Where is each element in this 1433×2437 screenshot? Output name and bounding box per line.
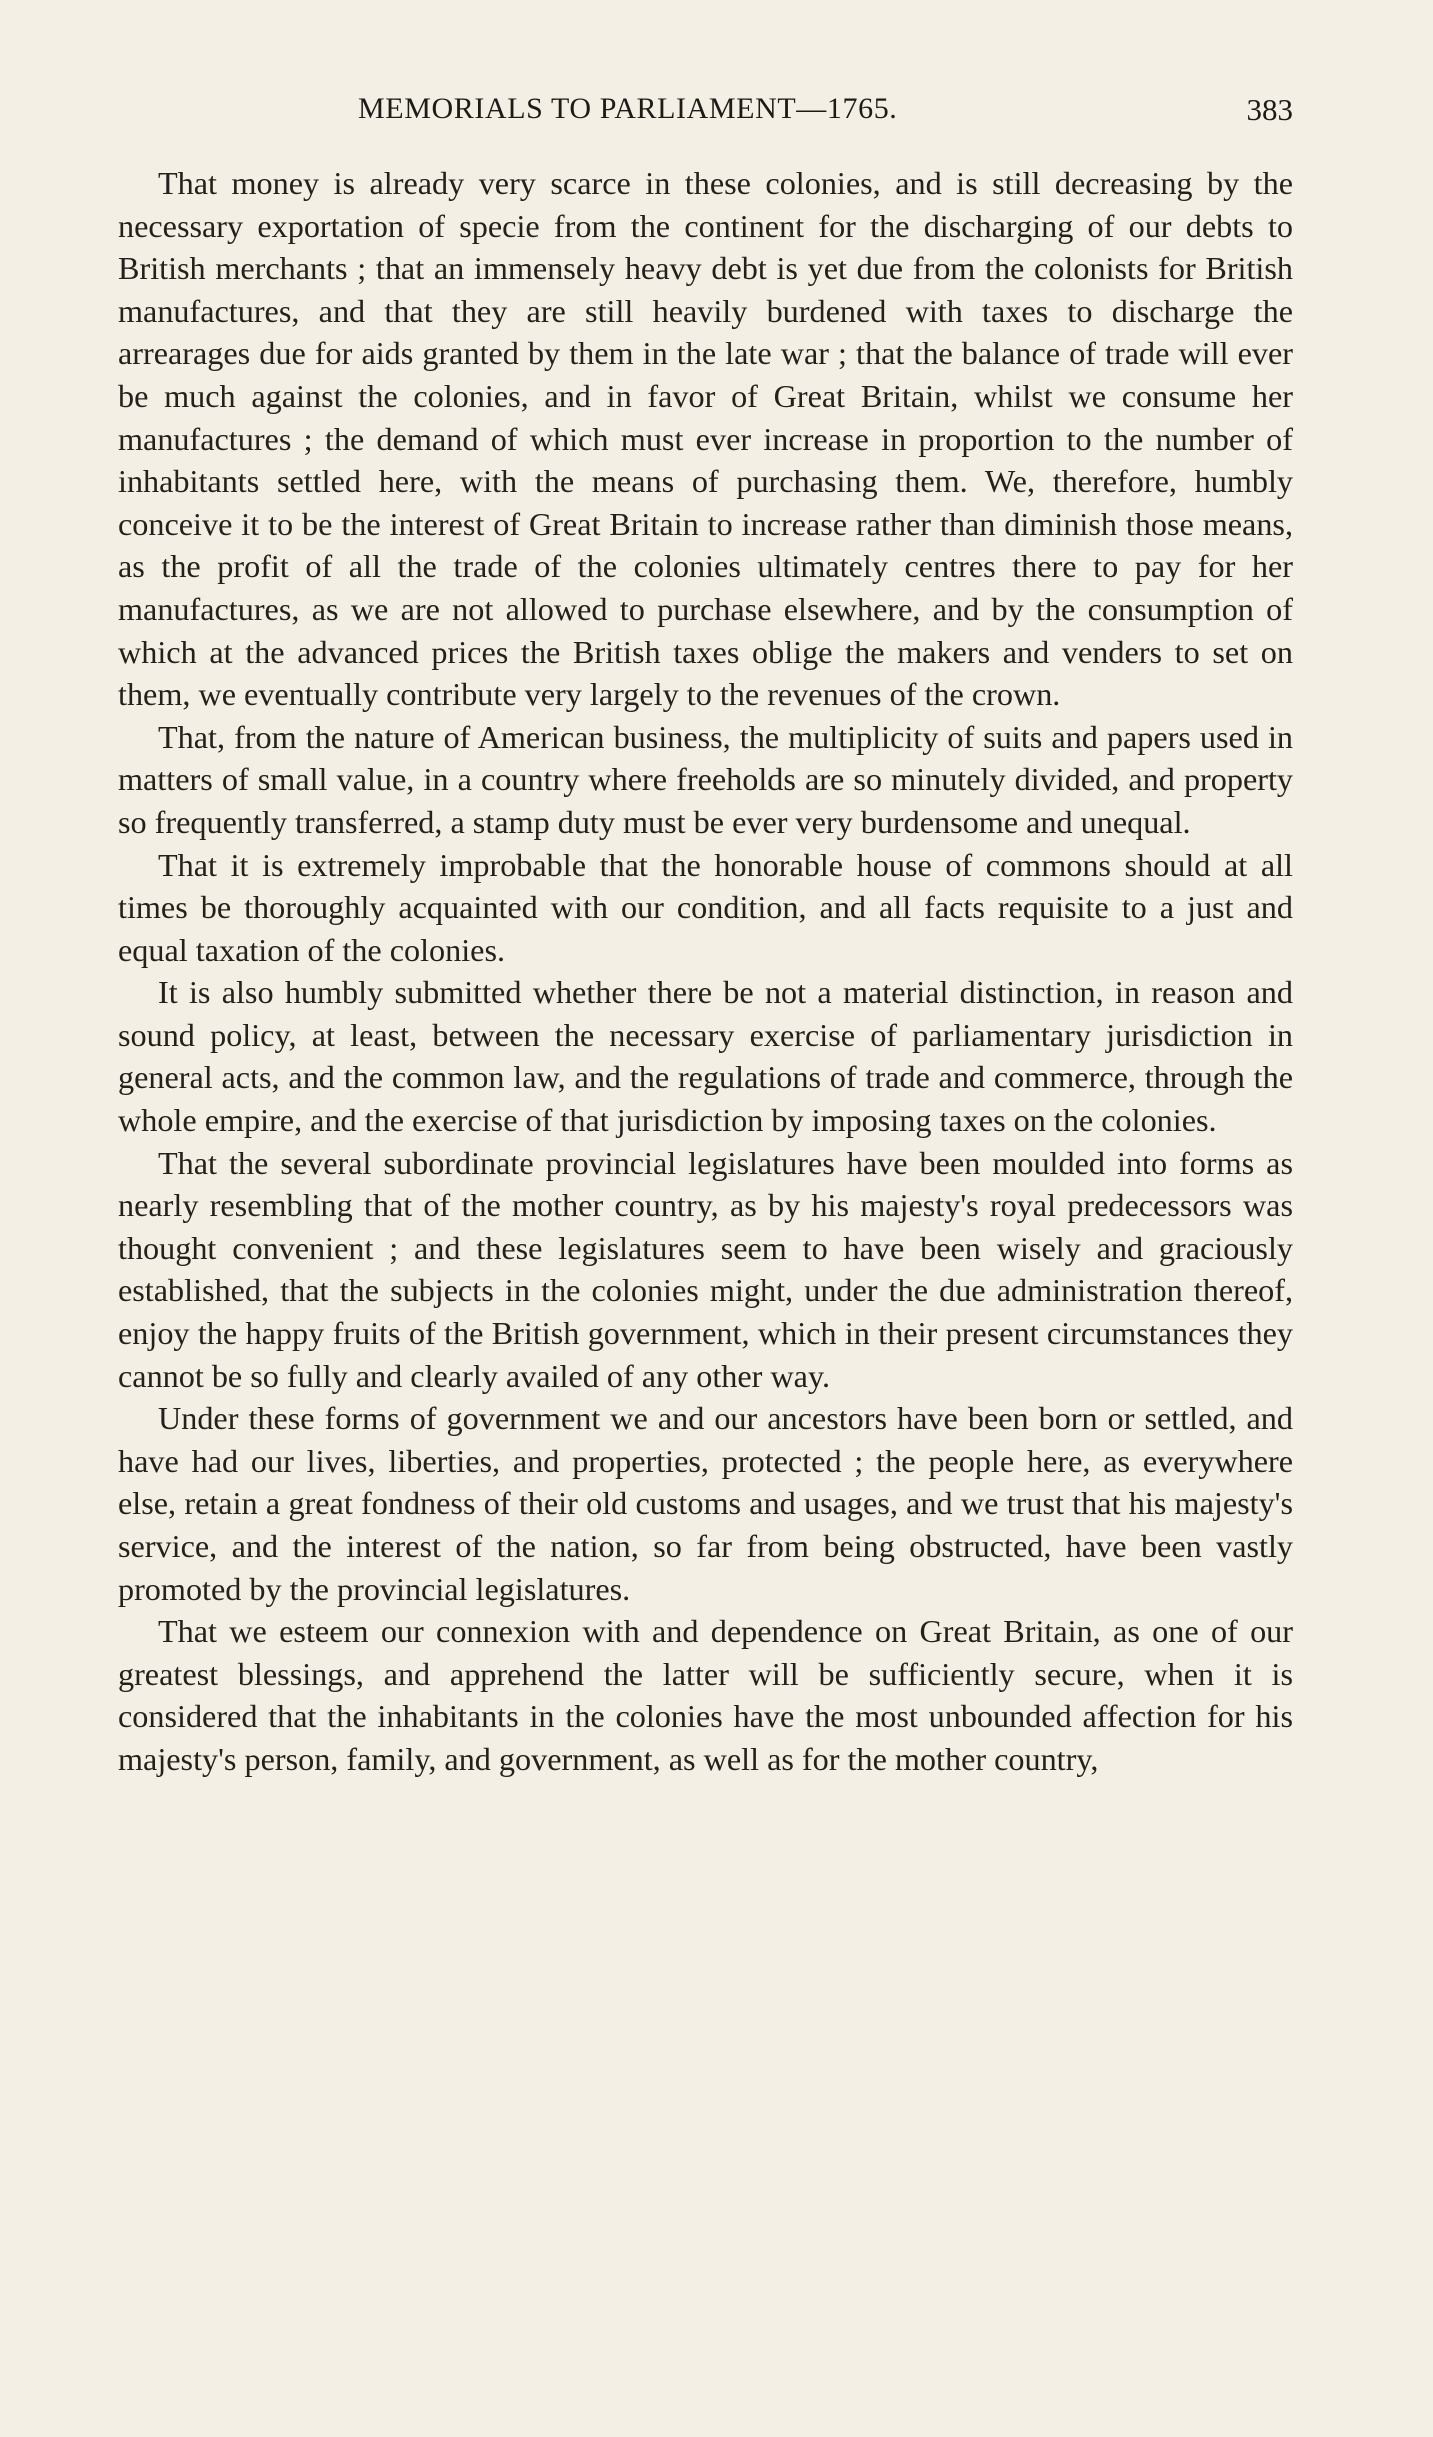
paragraph-stamp-duty: That, from the nature of American business, the multiplicity of suits and papers used in matters of small value, in a country where freeholds are so minutely divided, and property so frequently transferred, a stamp duty must be ever very burdensome and unequal. bbox=[118, 718, 1293, 840]
paragraph-money-scarce: That money is already very scarce in these colonies, and is still decreasing by the necessary exportation of specie from the continent for the discharging of our debts to British merchants ; that an immensely heavy debt is yet due from the colonists for British manufactures, and that they are still heavily burdened with taxes to discharge the arrearages due for aids granted by them in the late war ; that the balance of trade will ever be much against the colonies, and in favor of Great Britain, whilst we consume her manufactures ; the demand of which must ever increase in proportion to the number of inhabitants settled here, with the means of purchasing them. We, therefore, humbly conceive it to be the interest of Great Britain to increase rather than diminish those means, as the profit of all the trade of the colonies ultimately centres there to pay for her manufactures, as we are not allowed to purchase elsewhere, and by the consumption of which at the advanced prices the British taxes oblige the makers and venders to set on them, we eventually contribute very largely to the revenues of the crown. bbox=[118, 165, 1293, 713]
body-text bbox=[118, 162, 1293, 1781]
paragraph-jurisdiction: It is also humbly submitted whether there be not a material distinction, in reason and sound policy, at least, between the necessary exercise of parliamentary jurisdiction in general acts, and the common law, and the regulations of trade and commerce, through the whole empire, and the exercise of that jurisdiction by imposing taxes on the colonies. bbox=[118, 974, 1293, 1139]
paragraph-connexion: That we esteem our connexion with and dependence on Great Britain, as one of our greatest blessings, and apprehend the latter will be sufficiently secure, when it is considered that the inhabitants in the colonies have the most unbounded affection for his majesty's person, family, and government, as well as for the mother country, bbox=[118, 1613, 1293, 1777]
paragraph-forms-of-government: Under these forms of government we and our ancestors have been born or settled, and have had our lives, liberties, and properties, protected ; the people here, as everywhere else, retain a great fondness of their old customs and usages, and we trust that his majesty's service, and the interest of the nation, so far from being obstructed, have been vastly promoted by the provincial legislatures. bbox=[118, 1400, 1293, 1607]
paragraph-provincial-legislatures: That the several subordinate provincial legislatures have been moulded into forms as nearly resembling that of the mother country, as by his majesty's royal predecessors was thought convenient ; and these legislatures seem to have been wisely and graciously established, that the subjects in the colonies might, under the due administration thereof, enjoy the happy fruits of the British government, which in their present circumstances they cannot be so fully and clearly availed of any other way. bbox=[118, 1144, 1293, 1394]
page-number: 383 bbox=[1246, 92, 1293, 127]
running-title: MEMORIALS TO PARLIAMENT—1765. bbox=[358, 92, 898, 125]
page-header bbox=[118, 92, 1293, 142]
paragraph-house-of-commons: That it is extremely improbable that the honorable house of commons should at all times be thoroughly acquainted with our condition, and all facts requisite to a just and equal taxation of the colonies. bbox=[118, 846, 1293, 968]
